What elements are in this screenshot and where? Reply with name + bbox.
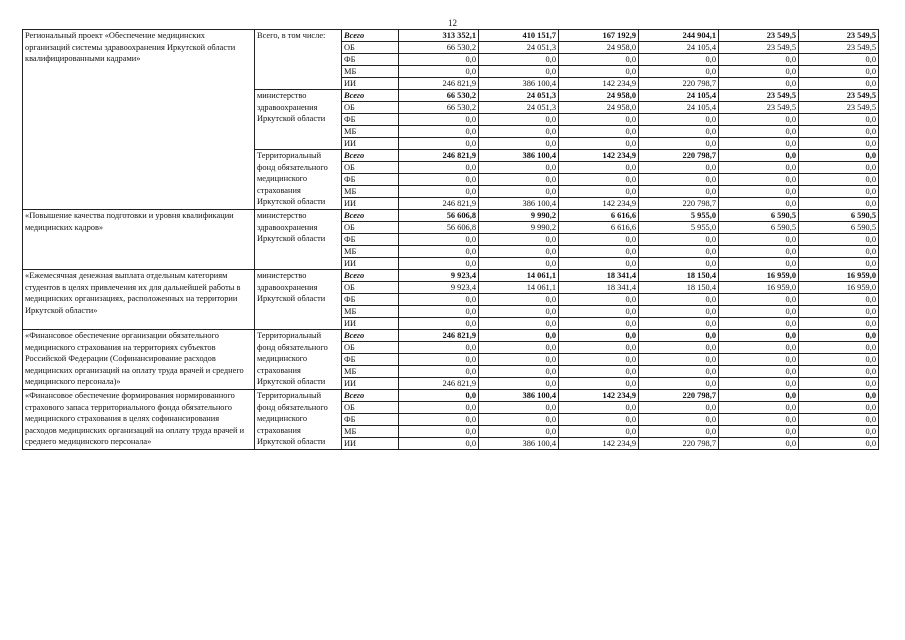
amount-cell: 0,0 xyxy=(719,174,799,186)
executor-cell: Всего, в том числе: xyxy=(255,30,342,90)
amount-cell: 23 549,5 xyxy=(719,30,799,42)
amount-cell: 0,0 xyxy=(559,294,639,306)
amount-cell: 142 234,9 xyxy=(559,150,639,162)
amount-cell: 24 105,4 xyxy=(639,90,719,102)
amount-cell: 0,0 xyxy=(799,426,879,438)
amount-cell: 0,0 xyxy=(399,390,479,402)
table-row xyxy=(23,210,879,222)
amount-cell: 0,0 xyxy=(799,342,879,354)
table-row xyxy=(23,30,879,42)
table-body xyxy=(23,30,879,450)
funding-source-cell: Всего xyxy=(342,150,399,162)
amount-cell: 0,0 xyxy=(479,66,559,78)
amount-cell: 0,0 xyxy=(799,126,879,138)
amount-cell: 23 549,5 xyxy=(799,30,879,42)
amount-cell: 0,0 xyxy=(639,186,719,198)
amount-cell: 0,0 xyxy=(639,402,719,414)
funding-source-cell: МБ xyxy=(342,126,399,138)
amount-cell: 18 150,4 xyxy=(639,270,719,282)
amount-cell: 0,0 xyxy=(719,138,799,150)
amount-cell: 0,0 xyxy=(639,354,719,366)
amount-cell: 0,0 xyxy=(559,378,639,390)
funding-source-cell: ИИ xyxy=(342,378,399,390)
amount-cell: 0,0 xyxy=(479,114,559,126)
amount-cell: 5 955,0 xyxy=(639,222,719,234)
amount-cell: 6 590,5 xyxy=(799,222,879,234)
amount-cell: 0,0 xyxy=(479,366,559,378)
amount-cell: 0,0 xyxy=(719,318,799,330)
funding-source-cell: ИИ xyxy=(342,198,399,210)
amount-cell: 6 616,6 xyxy=(559,222,639,234)
funding-source-cell: МБ xyxy=(342,366,399,378)
amount-cell: 0,0 xyxy=(719,54,799,66)
amount-cell: 0,0 xyxy=(799,138,879,150)
amount-cell: 0,0 xyxy=(399,426,479,438)
amount-cell: 0,0 xyxy=(719,162,799,174)
amount-cell: 0,0 xyxy=(719,234,799,246)
funding-source-cell: Всего xyxy=(342,270,399,282)
amount-cell: 386 100,4 xyxy=(479,198,559,210)
amount-cell: 0,0 xyxy=(399,414,479,426)
amount-cell: 0,0 xyxy=(559,402,639,414)
amount-cell: 0,0 xyxy=(639,414,719,426)
amount-cell: 0,0 xyxy=(719,366,799,378)
amount-cell: 0,0 xyxy=(719,414,799,426)
funding-source-cell: ОБ xyxy=(342,42,399,54)
amount-cell: 0,0 xyxy=(559,354,639,366)
amount-cell: 6 590,5 xyxy=(799,210,879,222)
amount-cell: 0,0 xyxy=(639,366,719,378)
measure-description: «Повышение качества подготовки и уровня квалификации медицинских кадров» xyxy=(23,210,255,270)
amount-cell: 0,0 xyxy=(559,318,639,330)
table-row xyxy=(23,330,879,342)
amount-cell: 0,0 xyxy=(639,306,719,318)
amount-cell: 24 105,4 xyxy=(639,102,719,114)
amount-cell: 0,0 xyxy=(799,162,879,174)
amount-cell: 246 821,9 xyxy=(399,198,479,210)
amount-cell: 6 590,5 xyxy=(719,210,799,222)
amount-cell: 9 923,4 xyxy=(399,270,479,282)
amount-cell: 56 606,8 xyxy=(399,222,479,234)
amount-cell: 0,0 xyxy=(719,258,799,270)
amount-cell: 0,0 xyxy=(719,378,799,390)
amount-cell: 6 616,6 xyxy=(559,210,639,222)
funding-source-cell: МБ xyxy=(342,66,399,78)
amount-cell: 0,0 xyxy=(639,54,719,66)
amount-cell: 6 590,5 xyxy=(719,222,799,234)
page-number: 12 xyxy=(448,18,457,28)
amount-cell: 0,0 xyxy=(799,318,879,330)
amount-cell: 16 959,0 xyxy=(719,270,799,282)
amount-cell: 0,0 xyxy=(399,318,479,330)
amount-cell: 0,0 xyxy=(639,294,719,306)
amount-cell: 386 100,4 xyxy=(479,438,559,450)
amount-cell: 0,0 xyxy=(639,138,719,150)
measure-description: «Финансовое обеспечение формирования нормированного страхового запаса территориального фонда обязательного медицинского страхования в целях софинансирования расходов медицинских организаций на оплату труда врачей и среднего медицинского персонала» xyxy=(23,390,255,450)
amount-cell: 0,0 xyxy=(559,366,639,378)
amount-cell: 0,0 xyxy=(559,426,639,438)
amount-cell: 0,0 xyxy=(719,66,799,78)
amount-cell: 0,0 xyxy=(639,174,719,186)
amount-cell: 0,0 xyxy=(639,246,719,258)
amount-cell: 0,0 xyxy=(399,402,479,414)
funding-source-cell: МБ xyxy=(342,306,399,318)
amount-cell: 23 549,5 xyxy=(719,102,799,114)
amount-cell: 23 549,5 xyxy=(799,90,879,102)
amount-cell: 0,0 xyxy=(799,234,879,246)
amount-cell: 0,0 xyxy=(559,306,639,318)
amount-cell: 23 549,5 xyxy=(719,42,799,54)
amount-cell: 24 958,0 xyxy=(559,42,639,54)
executor-cell: Территориальный фонд обязательного медицинского страхования Иркутской области xyxy=(255,150,342,210)
amount-cell: 410 151,7 xyxy=(479,30,559,42)
funding-source-cell: ФБ xyxy=(342,354,399,366)
amount-cell: 0,0 xyxy=(719,402,799,414)
amount-cell: 246 821,9 xyxy=(399,330,479,342)
funding-table xyxy=(22,29,879,450)
amount-cell: 16 959,0 xyxy=(799,282,879,294)
amount-cell: 0,0 xyxy=(399,186,479,198)
table-row xyxy=(23,390,879,402)
amount-cell: 0,0 xyxy=(639,66,719,78)
amount-cell: 0,0 xyxy=(479,234,559,246)
amount-cell: 220 798,7 xyxy=(639,78,719,90)
amount-cell: 0,0 xyxy=(479,186,559,198)
amount-cell: 0,0 xyxy=(559,330,639,342)
amount-cell: 244 904,1 xyxy=(639,30,719,42)
amount-cell: 14 061,1 xyxy=(479,282,559,294)
amount-cell: 24 051,3 xyxy=(479,90,559,102)
funding-source-cell: ИИ xyxy=(342,138,399,150)
amount-cell: 0,0 xyxy=(399,342,479,354)
amount-cell: 9 990,2 xyxy=(479,222,559,234)
amount-cell: 9 990,2 xyxy=(479,210,559,222)
amount-cell: 0,0 xyxy=(799,198,879,210)
funding-source-cell: Всего xyxy=(342,390,399,402)
funding-source-cell: ФБ xyxy=(342,234,399,246)
amount-cell: 0,0 xyxy=(799,438,879,450)
amount-cell: 0,0 xyxy=(479,318,559,330)
amount-cell: 386 100,4 xyxy=(479,78,559,90)
amount-cell: 167 192,9 xyxy=(559,30,639,42)
amount-cell: 0,0 xyxy=(719,246,799,258)
amount-cell: 0,0 xyxy=(479,246,559,258)
amount-cell: 0,0 xyxy=(799,150,879,162)
funding-source-cell: ФБ xyxy=(342,294,399,306)
amount-cell: 66 530,2 xyxy=(399,90,479,102)
amount-cell: 16 959,0 xyxy=(719,282,799,294)
funding-source-cell: ОБ xyxy=(342,102,399,114)
amount-cell: 0,0 xyxy=(479,54,559,66)
amount-cell: 0,0 xyxy=(719,354,799,366)
amount-cell: 0,0 xyxy=(479,162,559,174)
table-row xyxy=(23,270,879,282)
amount-cell: 0,0 xyxy=(399,114,479,126)
amount-cell: 0,0 xyxy=(719,306,799,318)
amount-cell: 0,0 xyxy=(559,234,639,246)
amount-cell: 0,0 xyxy=(639,318,719,330)
amount-cell: 0,0 xyxy=(719,294,799,306)
amount-cell: 0,0 xyxy=(399,234,479,246)
amount-cell: 0,0 xyxy=(559,66,639,78)
amount-cell: 18 341,4 xyxy=(559,282,639,294)
funding-source-cell: Всего xyxy=(342,90,399,102)
amount-cell: 24 051,3 xyxy=(479,42,559,54)
amount-cell: 0,0 xyxy=(799,414,879,426)
amount-cell: 0,0 xyxy=(799,114,879,126)
amount-cell: 24 051,3 xyxy=(479,102,559,114)
amount-cell: 0,0 xyxy=(479,294,559,306)
funding-source-cell: ОБ xyxy=(342,342,399,354)
funding-source-cell: Всего xyxy=(342,330,399,342)
funding-source-cell: ОБ xyxy=(342,402,399,414)
funding-source-cell: ИИ xyxy=(342,438,399,450)
amount-cell: 220 798,7 xyxy=(639,438,719,450)
amount-cell: 0,0 xyxy=(399,258,479,270)
amount-cell: 0,0 xyxy=(399,174,479,186)
amount-cell: 16 959,0 xyxy=(799,270,879,282)
amount-cell: 0,0 xyxy=(719,426,799,438)
amount-cell: 23 549,5 xyxy=(799,102,879,114)
amount-cell: 0,0 xyxy=(799,54,879,66)
amount-cell: 24 958,0 xyxy=(559,90,639,102)
amount-cell: 23 549,5 xyxy=(799,42,879,54)
funding-source-cell: ОБ xyxy=(342,282,399,294)
executor-cell: Территориальный фонд обязательного медицинского страхования Иркутской области xyxy=(255,330,342,390)
amount-cell: 0,0 xyxy=(799,294,879,306)
amount-cell: 0,0 xyxy=(399,126,479,138)
amount-cell: 0,0 xyxy=(399,246,479,258)
amount-cell: 0,0 xyxy=(639,378,719,390)
amount-cell: 0,0 xyxy=(719,438,799,450)
amount-cell: 0,0 xyxy=(719,150,799,162)
amount-cell: 0,0 xyxy=(399,162,479,174)
amount-cell: 0,0 xyxy=(639,258,719,270)
amount-cell: 0,0 xyxy=(399,438,479,450)
funding-source-cell: МБ xyxy=(342,426,399,438)
amount-cell: 0,0 xyxy=(799,366,879,378)
amount-cell: 0,0 xyxy=(799,378,879,390)
executor-cell: министерство здравоохранения Иркутской области xyxy=(255,90,342,150)
amount-cell: 0,0 xyxy=(399,66,479,78)
amount-cell: 0,0 xyxy=(399,54,479,66)
amount-cell: 0,0 xyxy=(799,390,879,402)
executor-cell: Территориальный фонд обязательного медицинского страхования Иркутской области xyxy=(255,390,342,450)
amount-cell: 0,0 xyxy=(639,330,719,342)
amount-cell: 0,0 xyxy=(719,78,799,90)
amount-cell: 0,0 xyxy=(639,234,719,246)
funding-source-cell: МБ xyxy=(342,246,399,258)
amount-cell: 0,0 xyxy=(719,330,799,342)
amount-cell: 0,0 xyxy=(559,186,639,198)
amount-cell: 0,0 xyxy=(399,366,479,378)
amount-cell: 0,0 xyxy=(559,114,639,126)
measure-description: «Ежемесячная денежная выплата отдельным категориям студентов в целях привлечения их для дальнейшей работы в медицинских организациях, расположенных на территории Иркутской области» xyxy=(23,270,255,330)
amount-cell: 142 234,9 xyxy=(559,438,639,450)
amount-cell: 313 352,1 xyxy=(399,30,479,42)
amount-cell: 0,0 xyxy=(639,426,719,438)
amount-cell: 0,0 xyxy=(799,66,879,78)
amount-cell: 0,0 xyxy=(559,138,639,150)
amount-cell: 0,0 xyxy=(799,174,879,186)
funding-source-cell: Всего xyxy=(342,30,399,42)
amount-cell: 0,0 xyxy=(639,114,719,126)
amount-cell: 220 798,7 xyxy=(639,390,719,402)
funding-source-cell: ОБ xyxy=(342,222,399,234)
amount-cell: 246 821,9 xyxy=(399,378,479,390)
amount-cell: 24 958,0 xyxy=(559,102,639,114)
amount-cell: 0,0 xyxy=(559,54,639,66)
funding-source-cell: Всего xyxy=(342,210,399,222)
executor-cell: министерство здравоохранения Иркутской области xyxy=(255,270,342,330)
amount-cell: 246 821,9 xyxy=(399,78,479,90)
amount-cell: 0,0 xyxy=(639,162,719,174)
amount-cell: 5 955,0 xyxy=(639,210,719,222)
funding-source-cell: ФБ xyxy=(342,174,399,186)
amount-cell: 24 105,4 xyxy=(639,42,719,54)
amount-cell: 0,0 xyxy=(559,342,639,354)
amount-cell: 18 150,4 xyxy=(639,282,719,294)
amount-cell: 0,0 xyxy=(639,126,719,138)
amount-cell: 0,0 xyxy=(479,378,559,390)
funding-source-cell: ФБ xyxy=(342,414,399,426)
amount-cell: 220 798,7 xyxy=(639,198,719,210)
amount-cell: 0,0 xyxy=(479,342,559,354)
amount-cell: 0,0 xyxy=(479,126,559,138)
amount-cell: 0,0 xyxy=(719,198,799,210)
funding-source-cell: ИИ xyxy=(342,258,399,270)
funding-source-cell: ФБ xyxy=(342,114,399,126)
amount-cell: 0,0 xyxy=(479,174,559,186)
funding-source-cell: ФБ xyxy=(342,54,399,66)
amount-cell: 0,0 xyxy=(559,174,639,186)
amount-cell: 220 798,7 xyxy=(639,150,719,162)
amount-cell: 0,0 xyxy=(719,126,799,138)
amount-cell: 0,0 xyxy=(399,138,479,150)
amount-cell: 0,0 xyxy=(799,402,879,414)
amount-cell: 0,0 xyxy=(479,306,559,318)
amount-cell: 0,0 xyxy=(719,342,799,354)
funding-source-cell: ИИ xyxy=(342,318,399,330)
amount-cell: 0,0 xyxy=(479,258,559,270)
amount-cell: 18 341,4 xyxy=(559,270,639,282)
amount-cell: 0,0 xyxy=(799,354,879,366)
funding-source-cell: МБ xyxy=(342,186,399,198)
amount-cell: 0,0 xyxy=(479,414,559,426)
amount-cell: 0,0 xyxy=(559,162,639,174)
amount-cell: 0,0 xyxy=(719,114,799,126)
amount-cell: 0,0 xyxy=(639,342,719,354)
funding-source-cell: ИИ xyxy=(342,78,399,90)
amount-cell: 0,0 xyxy=(479,426,559,438)
amount-cell: 142 234,9 xyxy=(559,198,639,210)
amount-cell: 0,0 xyxy=(559,414,639,426)
amount-cell: 0,0 xyxy=(559,258,639,270)
amount-cell: 0,0 xyxy=(399,294,479,306)
amount-cell: 0,0 xyxy=(799,246,879,258)
amount-cell: 142 234,9 xyxy=(559,390,639,402)
amount-cell: 0,0 xyxy=(799,258,879,270)
amount-cell: 0,0 xyxy=(559,246,639,258)
amount-cell: 0,0 xyxy=(399,354,479,366)
amount-cell: 0,0 xyxy=(399,306,479,318)
amount-cell: 0,0 xyxy=(719,390,799,402)
amount-cell: 0,0 xyxy=(799,78,879,90)
funding-source-cell: ОБ xyxy=(342,162,399,174)
amount-cell: 14 061,1 xyxy=(479,270,559,282)
amount-cell: 0,0 xyxy=(479,138,559,150)
amount-cell: 0,0 xyxy=(799,330,879,342)
amount-cell: 0,0 xyxy=(559,126,639,138)
amount-cell: 246 821,9 xyxy=(399,150,479,162)
measure-description: Региональный проект «Обеспечение медицинских организаций системы здравоохранения Иркутской области квалифицированными кадрами» xyxy=(23,30,255,210)
executor-cell: министерство здравоохранения Иркутской области xyxy=(255,210,342,270)
amount-cell: 0,0 xyxy=(799,186,879,198)
amount-cell: 142 234,9 xyxy=(559,78,639,90)
amount-cell: 66 530,2 xyxy=(399,42,479,54)
amount-cell: 9 923,4 xyxy=(399,282,479,294)
amount-cell: 0,0 xyxy=(799,306,879,318)
amount-cell: 0,0 xyxy=(479,354,559,366)
measure-description: «Финансовое обеспечение организации обязательного медицинского страхования на территориях субъектов Российской Федерации (Софинансирование расходов медицинских организаций на оплату труда врачей и среднего медицинского персонала)» xyxy=(23,330,255,390)
amount-cell: 56 606,8 xyxy=(399,210,479,222)
amount-cell: 23 549,5 xyxy=(719,90,799,102)
amount-cell: 386 100,4 xyxy=(479,390,559,402)
amount-cell: 0,0 xyxy=(479,402,559,414)
amount-cell: 66 530,2 xyxy=(399,102,479,114)
amount-cell: 0,0 xyxy=(719,186,799,198)
amount-cell: 386 100,4 xyxy=(479,150,559,162)
amount-cell: 0,0 xyxy=(479,330,559,342)
